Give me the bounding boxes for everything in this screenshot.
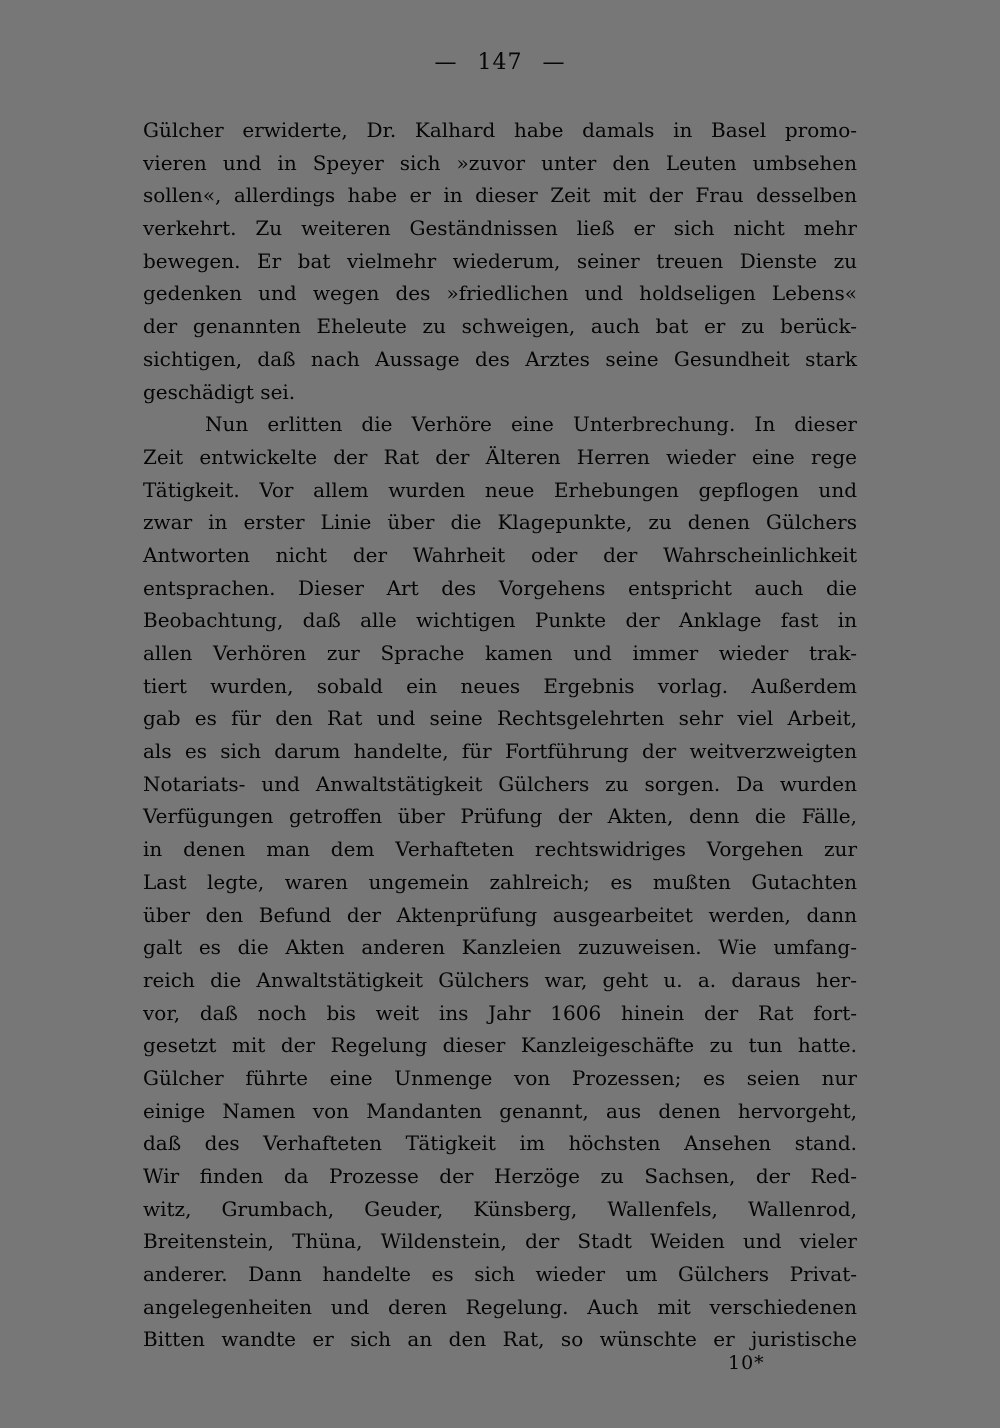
text-line: angelegenheiten und deren Regelung. Auch mit verschiedenen [143, 1294, 857, 1319]
text-line: Beobachtung, daß alle wichtigen Punkte der Anklage fast in [143, 608, 857, 633]
text-line: Notariats- und Anwaltstätigkeit Gülchers zu sorgen. Da wurden [143, 771, 857, 796]
signature-mark: 10* [728, 1352, 765, 1374]
text-line: vieren und in Speyer sich »zuvor unter den Leuten umbsehen [143, 150, 857, 175]
text-line: der genannten Eheleute zu schweigen, auch bat er zu berück- [143, 314, 857, 339]
text-line: gedenken und wegen des »friedlichen und holdseligen Lebens« [143, 281, 857, 306]
text-line: Bitten wandte er sich an den Rat, so wünschte er juristische [143, 1327, 857, 1352]
text-line: anderer. Dann handelte es sich wieder um Gülchers Privat- [143, 1262, 857, 1287]
text-line: galt es die Akten anderen Kanzleien zuzuweisen. Wie umfang- [143, 935, 857, 960]
paragraph-first-line: Nun erlitten die Verhöre eine Unterbrechung. In dieser [205, 412, 857, 437]
text-line: sichtigen, daß nach Aussage des Arztes seine Gesundheit stark [143, 346, 857, 371]
text-line: daß des Verhafteten Tätigkeit im höchsten Ansehen stand. [143, 1131, 857, 1156]
text-line: vor, daß noch bis weit ins Jahr 1606 hinein der Rat fort- [143, 1000, 857, 1025]
text-line: verkehrt. Zu weiteren Geständnissen ließ er sich nicht mehr [143, 216, 857, 241]
text-line: gab es für den Rat und seine Rechtsgelehrten sehr viel Arbeit, [143, 706, 857, 731]
text-line: Verfügungen getroffen über Prüfung der Akten, denn die Fälle, [143, 804, 857, 829]
body-text [143, 114, 857, 1356]
text-line: reich die Anwaltstätigkeit Gülchers war, geht u. a. daraus her- [143, 967, 857, 992]
text-line: Last legte, waren ungemein zahlreich; es mußten Gutachten [143, 869, 857, 894]
paragraph-last-line: geschädigt sei. [143, 379, 296, 404]
text-line: Antworten nicht der Wahrheit oder der Wahrscheinlichkeit [143, 542, 857, 567]
text-line: Breitenstein, Thüna, Wildenstein, der Stadt Weiden und vieler [143, 1229, 857, 1254]
text-line: witz, Grumbach, Geuder, Künsberg, Wallenfels, Wallenrod, [143, 1196, 857, 1221]
text-line: tiert wurden, sobald ein neues Ergebnis vorlag. Außerdem [143, 673, 857, 698]
text-line: in denen man dem Verhafteten rechtswidriges Vorgehen zur [143, 837, 857, 862]
text-line: bewegen. Er bat vielmehr wiederum, seiner treuen Dienste zu [143, 248, 857, 273]
text-line: gesetzt mit der Regelung dieser Kanzleigeschäfte zu tun hatte. [143, 1033, 857, 1058]
text-line: allen Verhören zur Sprache kamen und immer wieder trak- [143, 641, 857, 665]
text-line: Zeit entwickelte der Rat der Älteren Herren wieder eine rege [143, 444, 857, 469]
text-line: Tätigkeit. Vor allem wurden neue Erhebungen gepflogen und [143, 477, 857, 502]
text-line: Wir finden da Prozesse der Herzöge zu Sachsen, der Red- [143, 1164, 857, 1188]
text-line: als es sich darum handelte, für Fortführung der weitverzweigten [143, 739, 857, 764]
text-line: einige Namen von Mandanten genannt, aus denen hervorgeht, [143, 1098, 857, 1123]
text-line: Gülcher führte eine Unmenge von Prozessen; es seien nur [143, 1065, 857, 1090]
page-number-header: — 147 — [434, 50, 566, 75]
text-line: sollen«, allerdings habe er in dieser Zeit mit der Frau desselben [143, 183, 857, 208]
text-line: entsprachen. Dieser Art des Vorgehens entspricht auch die [143, 575, 857, 600]
text-line: über den Befund der Aktenprüfung ausgearbeitet werden, dann [143, 902, 857, 927]
text-line: zwar in erster Linie über die Klagepunkte, zu denen Gülchers [143, 510, 857, 535]
text-line: Gülcher erwiderte, Dr. Kalhard habe damals in Basel promo- [143, 118, 857, 142]
